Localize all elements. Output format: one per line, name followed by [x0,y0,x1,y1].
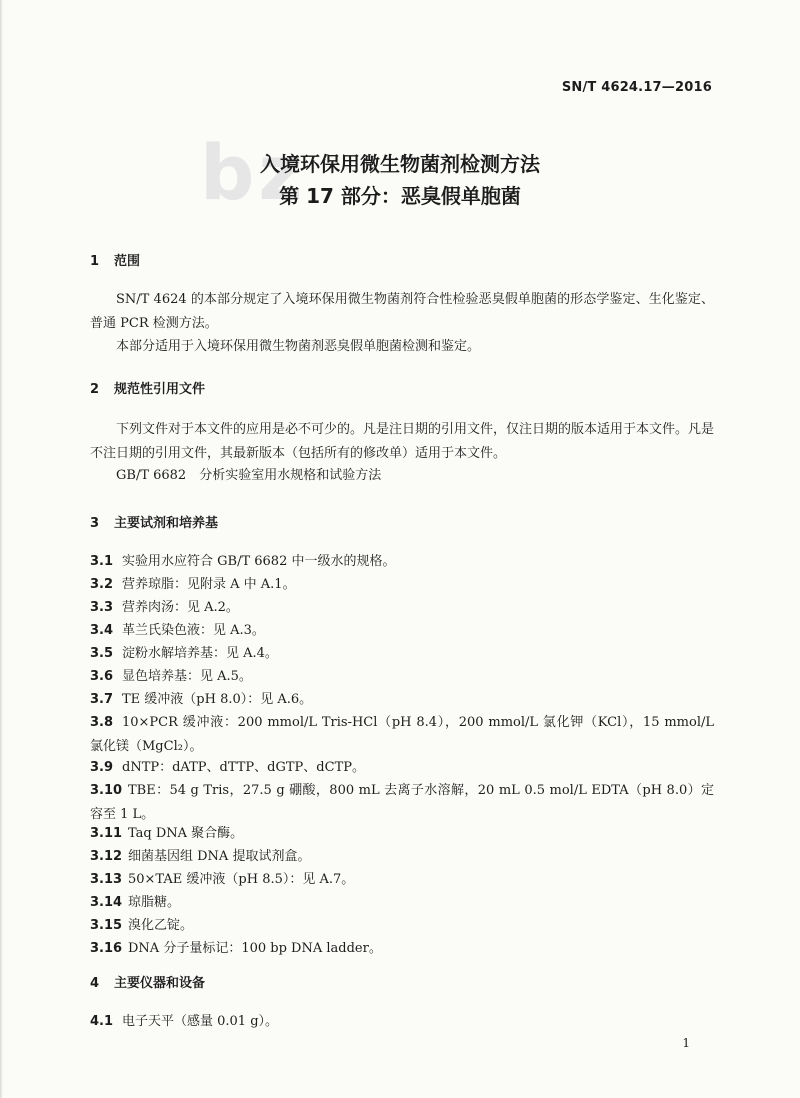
list-item [90,868,714,892]
list-item [90,937,714,961]
item-text: 50×TAE 缓冲液（pH 8.5）：见 A.7。 [128,872,355,887]
item-text: 营养琼脂：见附录 A 中 A.1。 [122,577,296,592]
item-number: 3.9 [90,760,114,775]
item-number: 3.15 [90,918,123,933]
document-subtitle: 第 17 部分：恶臭假单胞菌 [279,184,521,208]
item-text: 实验用水应符合 GB/T 6682 中一级水的规格。 [122,554,396,569]
item-number: 3.16 [90,941,123,956]
item-text: Taq DNA 聚合酶。 [128,826,244,841]
paragraph: SN/T 4624 的本部分规定了入境环保用微生物菌剂符合性检验恶臭假单胞菌的形态学鉴定、生化鉴定、普通 PCR 检测方法。 [90,292,714,331]
item-number: 3.6 [90,669,114,684]
item-text: 溴化乙锭。 [128,918,194,933]
list-item [90,914,714,938]
item-number: 3.3 [90,600,114,615]
paragraph: 下列文件对于本文件的应用是必不可少的。凡是注日期的引用文件，仅注日期的版本适用于本文件。凡是不注日期的引用文件，其最新版本（包括所有的修改单）适用于本文件。 [90,422,715,461]
item-text: DNA 分子量标记：100 bp DNA ladder。 [128,941,382,956]
list-item [90,711,714,759]
item-number: 3.4 [90,623,114,638]
item-text: dNTP：dATP、dTTP、dGTP、dCTP。 [122,760,365,775]
standard-code: SN/T 4624.17—2016 [561,80,712,95]
item-number: 3.14 [90,895,123,910]
item-number: 3.8 [90,715,114,730]
item-text: TE 缓冲液（pH 8.0）：见 A.6。 [122,692,313,707]
list-item [90,756,714,780]
item-text: 电子天平（感量 0.01 g）。 [122,1014,279,1029]
list-item [90,550,714,574]
reference-entry: GB/T 6682 分析实验室用水规格和试验方法 [116,468,382,483]
section-number: 3 [90,516,100,531]
section-title: 规范性引用文件 [114,382,206,397]
section-number: 1 [90,254,100,269]
item-number: 3.12 [90,849,123,864]
list-item [90,822,714,846]
list-item [90,688,714,712]
item-text: TBE：54 g Tris，27.5 g 硼酸，800 mL 去离子水溶解，20 mL 0.5 mol/L EDTA（pH 8.0）定容至 1 L。 [90,783,714,822]
list-item [90,619,714,643]
section-title: 范围 [114,254,141,269]
list-item [90,596,714,620]
item-number: 3.5 [90,646,114,661]
item-text: 细菌基因组 DNA 提取试剂盒。 [128,849,311,864]
list-item [90,779,714,827]
section-number: 2 [90,382,100,397]
section-heading-1 [90,250,140,269]
section-heading-3 [90,512,218,531]
document-title: 入境环保用微生物菌剂检测方法 [260,152,540,176]
item-number: 4.1 [90,1014,114,1029]
list-item [90,845,714,869]
list-item [90,1010,714,1034]
watermark: bz [200,128,307,217]
section-heading-4 [90,972,205,991]
item-number: 3.7 [90,692,114,707]
page-number: 1 [682,1036,690,1050]
item-number: 3.10 [90,783,123,798]
item-text: 营养肉汤：见 A.2。 [122,600,239,615]
item-number: 3.13 [90,872,123,887]
item-text: 琼脂糖。 [128,895,181,910]
item-number: 3.2 [90,577,114,592]
item-number: 3.11 [90,826,123,841]
section-heading-2 [90,378,205,397]
list-item [90,891,714,915]
list-item [90,665,714,689]
section-title: 主要试剂和培养基 [114,516,219,531]
item-text: 革兰氏染色液：见 A.3。 [122,623,265,638]
item-text: 淀粉水解培养基：见 A.4。 [122,646,278,661]
item-number: 3.1 [90,554,114,569]
item-text: 显色培养基：见 A.5。 [122,669,252,684]
section-title: 主要仪器和设备 [114,976,206,991]
list-item [90,642,714,666]
paragraph: 本部分适用于入境环保用微生物菌剂恶臭假单胞菌检测和鉴定。 [116,339,481,354]
section-number: 4 [90,976,100,991]
list-item [90,573,714,597]
item-text: 10×PCR 缓冲液：200 mmol/L Tris-HCl（pH 8.4），200 mmol/L 氯化钾（KCl），15 mmol/L 氯化镁（MgCl₂）。 [90,715,714,754]
